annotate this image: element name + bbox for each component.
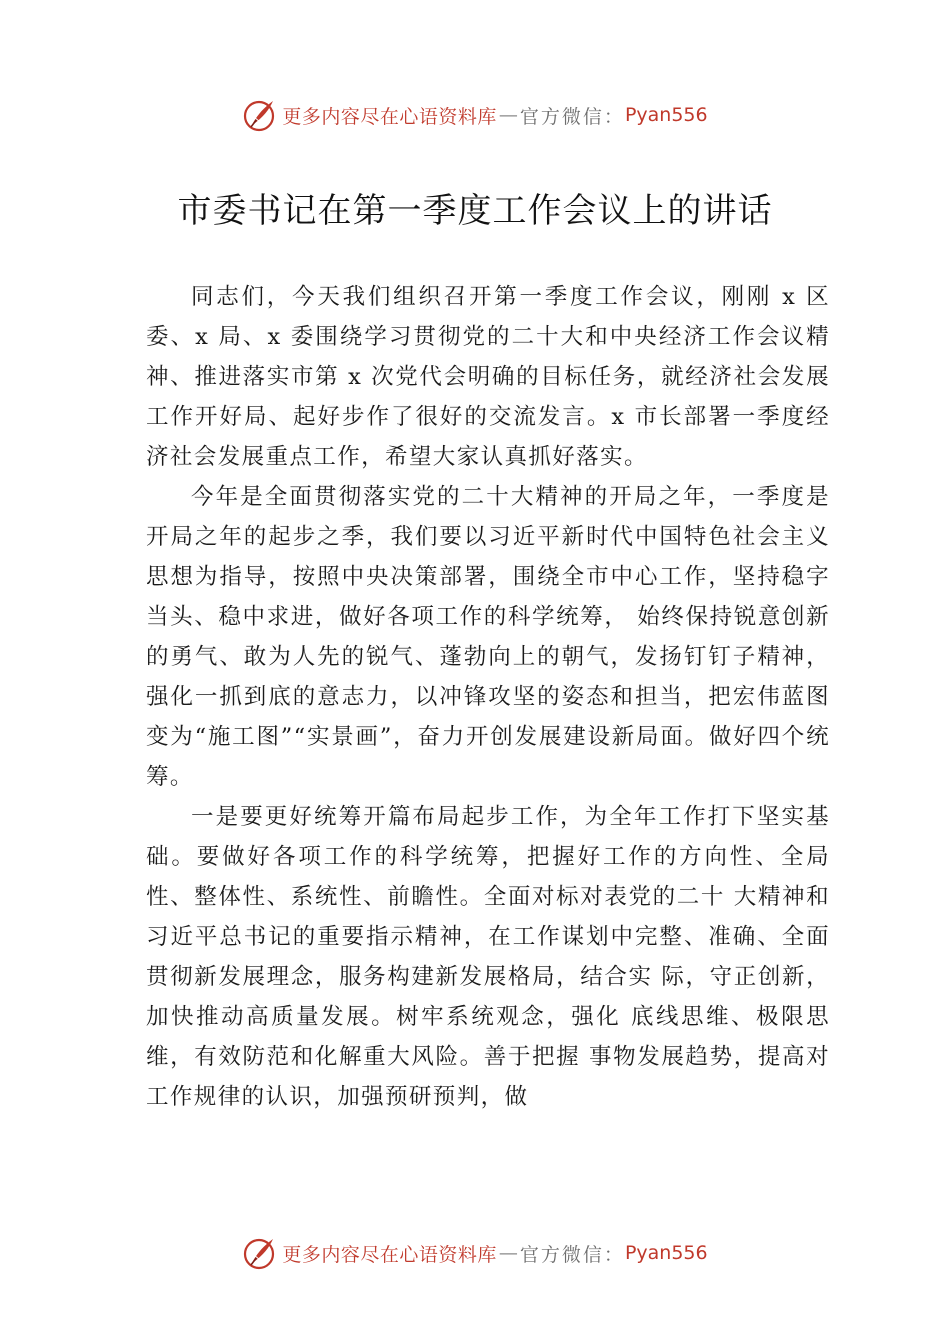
banner-slogan: 更多内容尽在心语资料库 — [282, 105, 497, 128]
banner-wechat-id: Pyan556 — [624, 1242, 708, 1264]
banner-wechat-label: 官方微信： — [519, 1243, 625, 1266]
footer-banner — [0, 1233, 950, 1273]
banner-slogan: 更多内容尽在心语资料库 — [282, 1243, 497, 1266]
banner-separator: — — [498, 1242, 518, 1264]
banner-wechat-id: Pyan556 — [624, 104, 708, 126]
quill-logo-icon — [242, 1235, 278, 1271]
paragraph-1: 同志们，今天我们组织召开第一季度工作会议，刚刚 x 区委、x 局、x 委围绕学习贯彻党的二十大和中央经济工作会议精神、推进落实市第 x 次党代会明确的目标任务，就经济社会发展工作开好局、起好步作了很好的交流发言。x 市长部署一季度经济社会发展重点工作，希望大家认真抓好落实。 — [146, 284, 830, 470]
paragraph-2: 今年是全面贯彻落实党的二十大精神的开局之年，一季度是开局之年的起步之季，我们要以习近平新时代中国特色社会主义思想为指导，按照中央决策部署，围绕全市中心工作，坚持稳字当头、稳中求进，做好各项工作的科学统筹， 始终保持锐意创新的勇气、敢为人先的锐气、蓬勃向上的朝气，发扬钉钉子精神，强化一抓到底的意志力，以冲锋攻坚的姿态和担当，把宏伟蓝图变为“施工图”“实景画”，奋力开创发展建设新局面。做好四个统筹。 — [146, 484, 830, 790]
quill-logo-icon — [242, 97, 278, 133]
paragraph-3: 一是要更好统筹开篇布局起步工作，为全年工作打下坚实基础。要做好各项工作的科学统筹，把握好工作的方向性、全局性、整体性、系统性、前瞻性。全面对标对表党的二十 大精神和习近平总书记的重要指示精神，在工作谋划中完整、准确、全面贯彻新发展理念，服务构建新发展格局，结合实 际，守正创新，加快推动高质量发展。树牢系统观念，强化 底线思维、极限思维，有效防范和化解重大风险。善于把握 事物发展趋势，提高对工作规律的认识，加强预研预判，做 — [146, 804, 830, 1110]
document-body — [146, 277, 830, 1117]
banner-separator: — — [498, 104, 518, 126]
header-banner — [0, 95, 950, 135]
document-title: 市委书记在第一季度工作会议上的讲话 — [177, 191, 773, 231]
banner-wechat-label: 官方微信： — [519, 105, 625, 128]
